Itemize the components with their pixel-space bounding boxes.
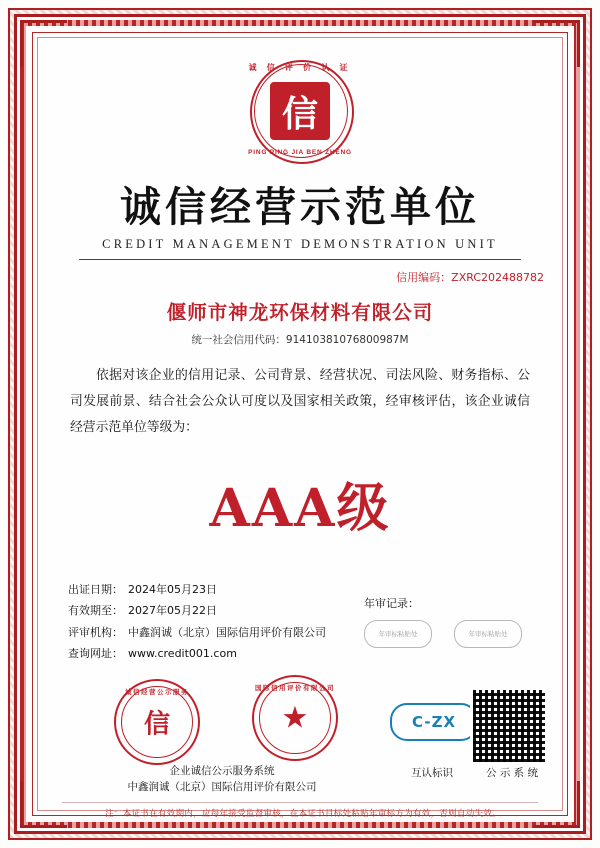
info-label-issue-date: 出证日期： — [68, 582, 123, 596]
certificate-title-en: CREDIT MANAGEMENT DEMONSTRATION UNIT — [102, 237, 498, 251]
note-divider — [62, 802, 538, 803]
seal-caption-left — [102, 763, 342, 797]
credit-emblem-icon — [239, 60, 361, 160]
info-row-agency — [68, 622, 326, 643]
official-seal-left — [114, 679, 200, 765]
seal-right-text: 国际信用评价有限公司 — [255, 684, 335, 692]
info-label-website: 查询网址： — [68, 646, 123, 660]
certificate-content — [44, 44, 556, 819]
qr-caption: 公 示 系 统 — [485, 766, 538, 779]
seal-left-text: 诚信经营公示服务 — [125, 688, 189, 696]
emblem-pinyin-text: PING PING JIA BEN ZHENG — [248, 149, 352, 156]
credit-number-value: ZXRC202488782 — [451, 271, 544, 284]
footer-note: 注：本证书在有效期内，应每年接受监督审核，在本证书目标处粘贴年审标方为有效，否则自动失效。 — [105, 808, 501, 819]
info-label-agency: 评审机构： — [68, 625, 123, 639]
seal-caption-left-line1: 企业诚信公示服务系统 — [169, 764, 275, 777]
usci-value: 91410381076800987M — [285, 334, 409, 346]
credit-number — [44, 269, 544, 285]
star-icon: ★ — [281, 701, 309, 735]
certificate-footer — [44, 673, 556, 823]
official-seal-right — [252, 675, 338, 761]
title-divider — [79, 259, 521, 260]
qr-code-icon[interactable] — [470, 687, 548, 765]
info-label-valid-until: 有效期至： — [68, 604, 123, 618]
issue-info-list — [68, 579, 326, 665]
emblem-core-character: 信 — [270, 82, 330, 140]
certificate-title-cn: 诚信经营示范单位 — [120, 183, 480, 231]
info-row-valid-until — [68, 600, 326, 621]
emblem-top-text: 诚 信 评 价 认 证 — [248, 63, 352, 72]
annual-review-title: 年审记录： — [364, 596, 419, 610]
mutual-recognition-mark: C-ZX — [390, 703, 478, 741]
company-name: 偃师市神龙环保材料有限公司 — [166, 301, 434, 324]
usci-line — [44, 332, 556, 347]
info-row-issue-date — [68, 579, 326, 600]
annual-sticker-slot-2: 年审标粘贴处 — [454, 620, 522, 648]
mutual-recognition-caption: 互认标识 — [411, 766, 453, 779]
certificate-body-text: 依据对该企业的信用记录、公司背景、经营状况、司法风险、财务指标、公司发展前景、结合社会公众认可度以及国家相关政策，经审核评估，该企业诚信经营示范单位等级为： — [70, 368, 530, 436]
info-value-website[interactable]: www.credit001.com — [128, 646, 237, 660]
annual-review-block — [364, 595, 522, 648]
credit-number-label: 信用编码： — [396, 271, 452, 284]
info-value-valid-until: 2027年05月22日 — [128, 604, 217, 618]
annual-review-sticker-slots — [364, 620, 522, 648]
seal-caption-left-line2: 中鑫润诚（北京）国际信用评价有限公司 — [127, 781, 317, 794]
usci-label: 统一社会信用代码： — [191, 334, 286, 346]
info-row-website — [68, 643, 326, 664]
certificate-info-block — [44, 579, 556, 671]
grade-level: AAA级 — [209, 477, 391, 539]
seal-left-character: 信 — [143, 709, 171, 740]
info-value-issue-date: 2024年05月23日 — [128, 582, 217, 596]
annual-sticker-slot-1: 年审标粘贴处 — [364, 620, 432, 648]
info-value-agency: 中鑫润诚（北京）国际信用评价有限公司 — [128, 625, 326, 639]
